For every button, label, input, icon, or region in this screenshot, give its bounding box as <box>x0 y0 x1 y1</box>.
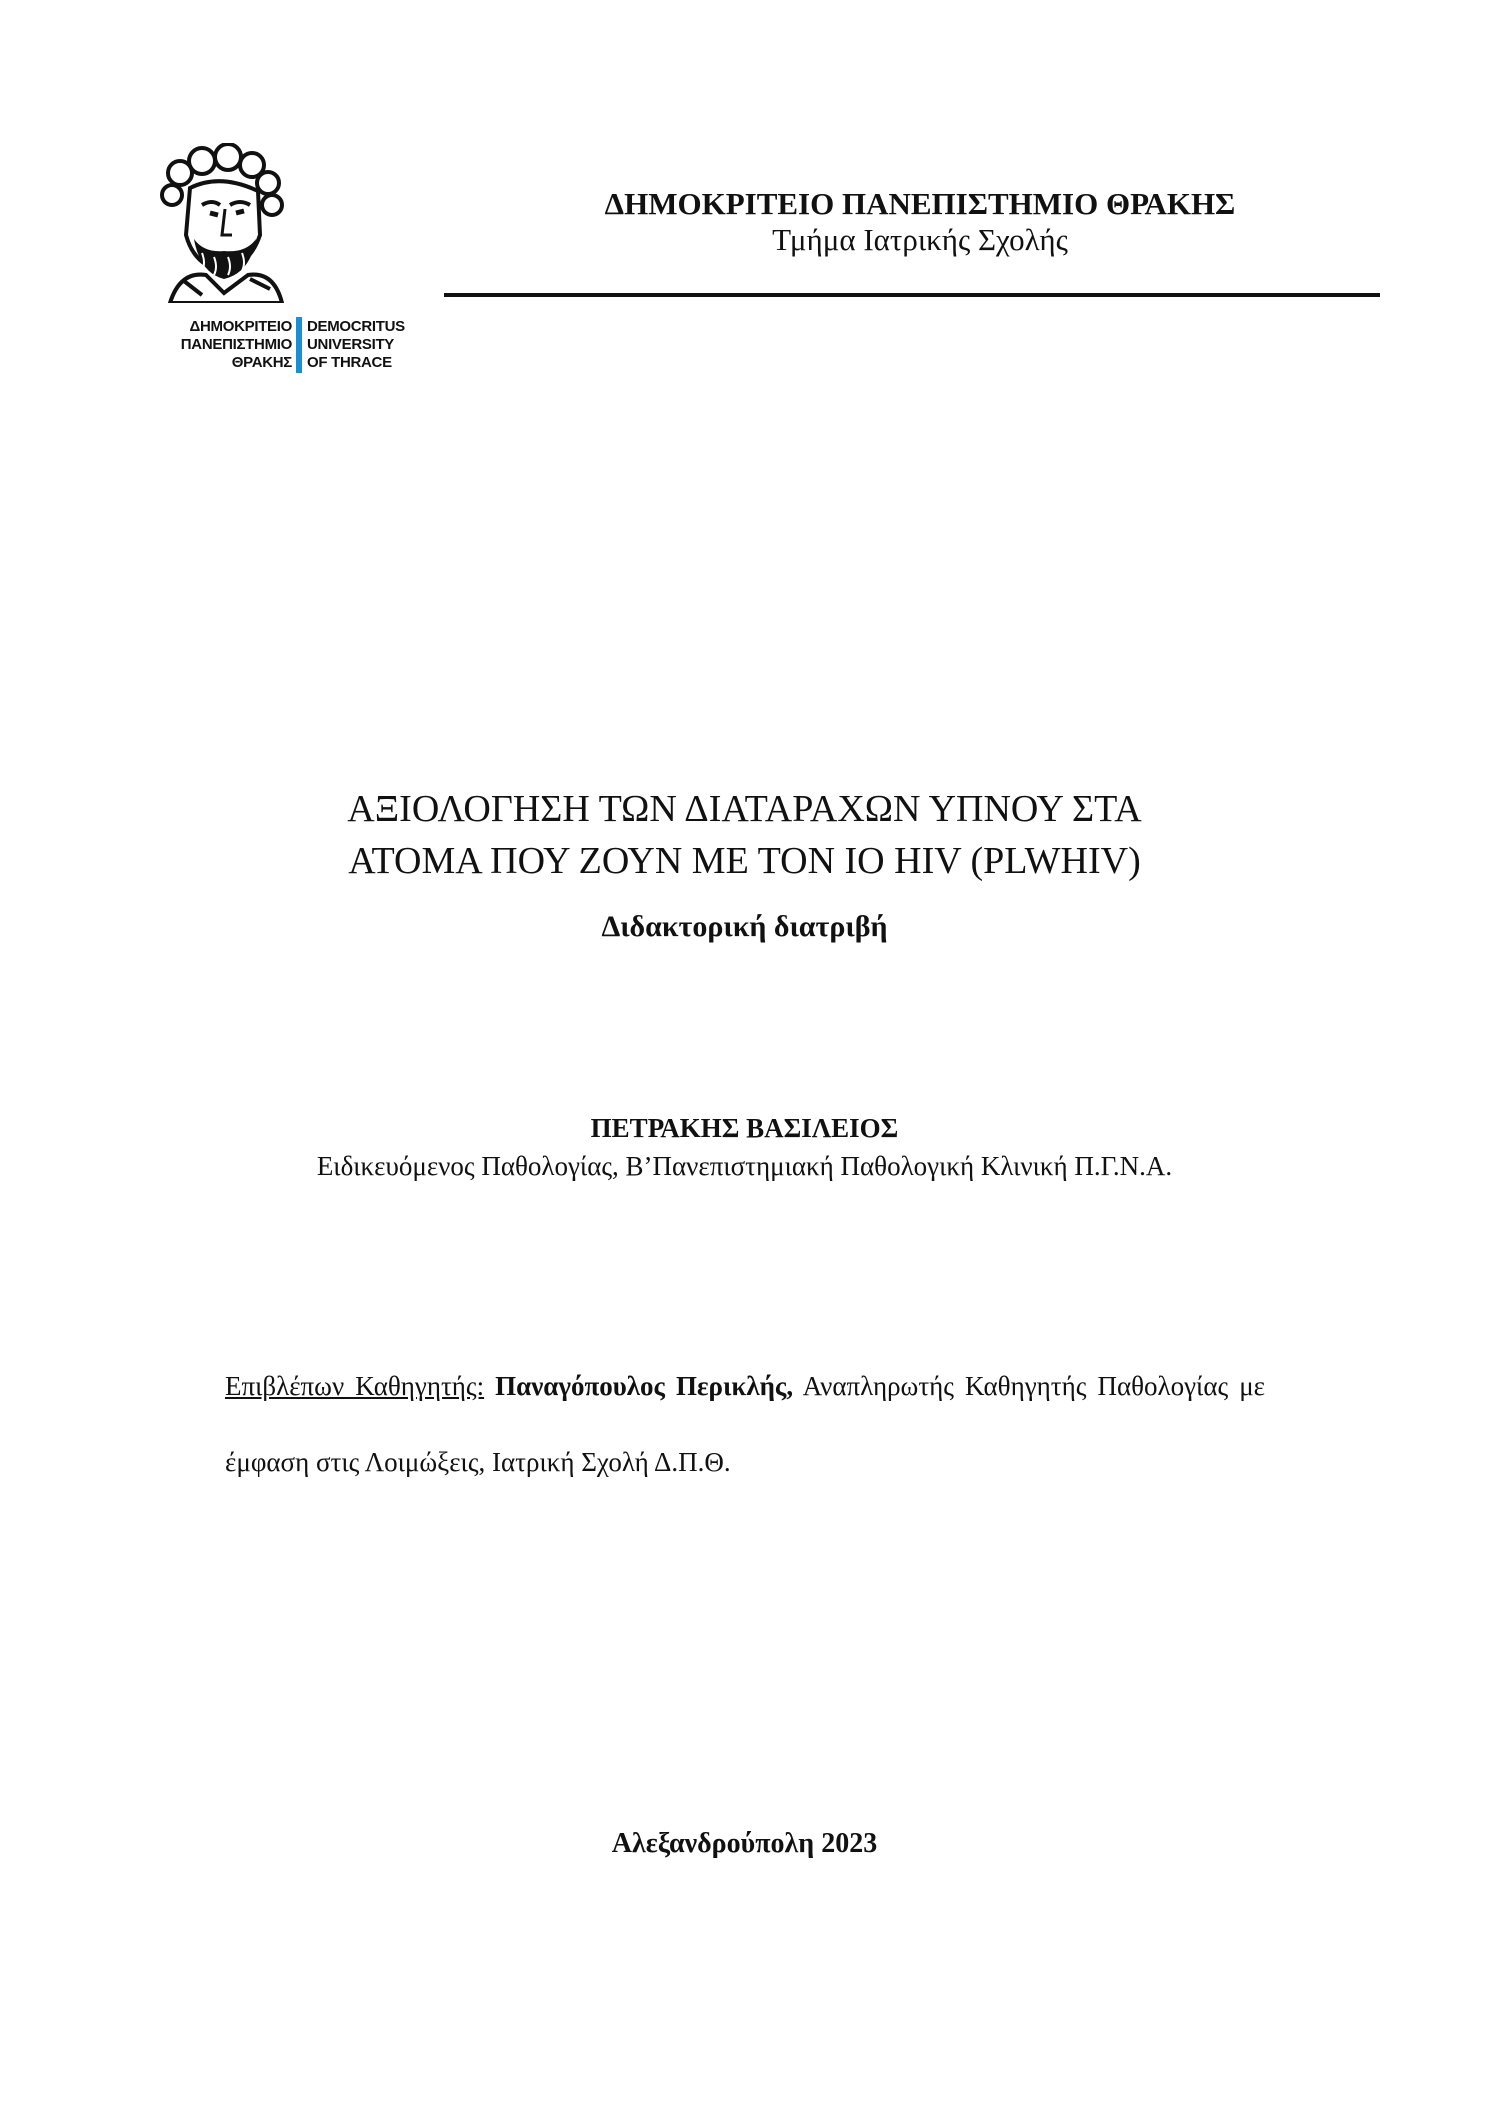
author-name: ΠΕΤΡΑΚΗΣ ΒΑΣΙΛΕΙΟΣ <box>590 1113 899 1143</box>
logo-greek-line: ΘΡΑΚΗΣ <box>231 354 292 371</box>
header <box>440 186 1400 258</box>
logo-english-text <box>307 318 405 372</box>
logo-greek-line: ΠΑΝΕΠΙΣΤΗΜΙΟ <box>180 336 292 353</box>
thesis-title-line-1: ΑΞΙΟΛΟΓΗΣΗ ΤΩΝ ΔΙΑΤΑΡΑΧΩΝ ΥΠΝΟΥ ΣΤΑ <box>347 788 1142 830</box>
university-logo <box>150 143 420 378</box>
place-year: Αλεξανδρούπολη 2023 <box>611 1828 878 1859</box>
logo-english-line: DEMOCRITUS <box>307 318 405 335</box>
thesis-title <box>150 783 1339 887</box>
header-divider <box>444 293 1380 297</box>
supervisor-label: Επιβλέπων Καθηγητής: <box>225 1371 485 1401</box>
logo-english-line: UNIVERSITY <box>307 336 395 353</box>
thesis-type: Διδακτορική διατριβή <box>601 910 888 943</box>
supervisor-name: Παναγόπουλος Περικλής, <box>495 1371 794 1401</box>
logo-greek-line: ΔΗΜΟΚΡΙΤΕΙΟ <box>189 318 292 335</box>
supervisor-block <box>225 1348 1265 1500</box>
author-block <box>150 1109 1339 1185</box>
university-name: ΔΗΜΟΚΡΙΤΕΙΟ ΠΑΝΕΠΙΣΤΗΜΙΟ ΘΡΑΚΗΣ <box>604 186 1236 221</box>
thesis-title-line-2: ΑΤΟΜΑ ΠΟΥ ΖΟΥΝ ΜΕ ΤΟΝ ΙΟ HIV (PLWHIV) <box>348 840 1141 882</box>
logo-greek-text <box>181 318 292 372</box>
author-affiliation: Ειδικευόμενος Παθολογίας, Β’Πανεπιστημιακή Παθολογική Κλινική Π.Γ.Ν.Α. <box>316 1151 1173 1181</box>
logo-english-line: OF THRACE <box>307 354 392 371</box>
democritus-bust-icon <box>150 143 290 303</box>
logo-accent-bar <box>296 317 302 373</box>
supervisor-title: Αναπληρωτής Καθηγητής Παθολογίας με έμφαση στις Λοιμώξεις, Ιατρική Σχολή Δ.Π.Θ. <box>225 1371 1266 1477</box>
department-name: Τμήμα Ιατρικής Σχολής <box>772 222 1068 257</box>
